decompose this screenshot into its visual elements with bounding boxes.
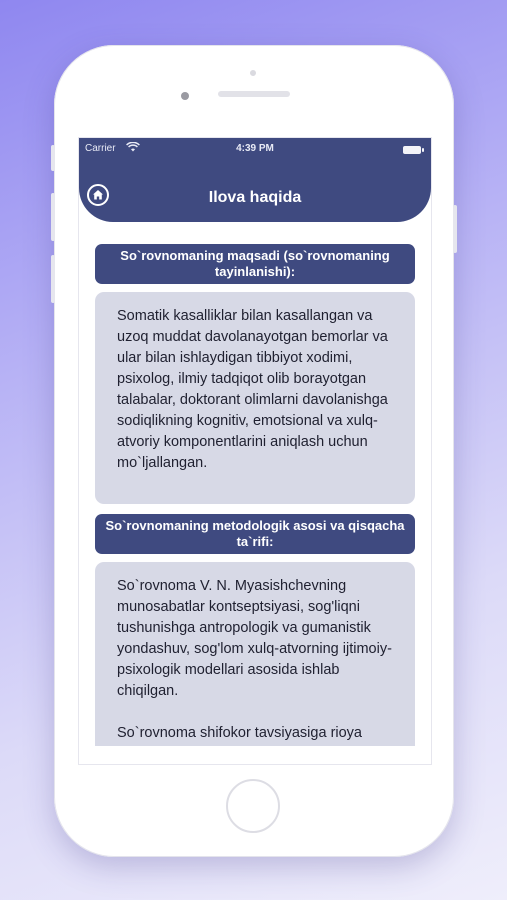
navigation-bar [79,138,431,222]
carrier-label: Carrier [85,143,116,154]
section-text-methodology: So`rovnoma V. N. Myasishchevning munosabatlar kontseptsiyasi, sog'liqni tushunishga antropologik va gumanistik yondashuv, sog'lom xulq-atvorning ijtimoiy-psixologik modellari asosida ishlab chiqilgan. [117,578,392,699]
section-header-purpose: So`rovnomaning maqsadi (so`rovnomaning tayinlanishi): [95,244,415,284]
section-text-methodology-continued: So`rovnoma shifokor tavsiyasiga rioya [117,725,362,741]
proximity-sensor [250,70,256,76]
front-camera [181,92,189,100]
battery-icon [403,146,421,154]
power-button [453,205,457,253]
earpiece-speaker [218,91,290,97]
mute-switch [51,145,55,171]
phone-frame [54,45,454,857]
volume-up-button [51,193,55,241]
home-icon[interactable] [87,184,109,206]
section-card-purpose [95,292,415,504]
section-text-purpose: Somatik kasalliklar bilan kasallangan va uzoq muddat davolanayotgan bemorlar va ular bilan ishlaydigan tibbiyot xodimi, psixolog, ilmiy tadqiqot olib borayotgan talabalar, doktorant olimlarni davolanishga sodiqlikning kognitiv, emotsional va xulq-atvoriy komponentlarini aniqlash uchun mo`ljallangan. [117,308,388,471]
bottom-margin [79,746,431,764]
section-header-methodology: So`rovnomaning metodologik asosi va qisqacha ta`rifi: [95,514,415,554]
home-button[interactable] [226,779,280,833]
clock: 4:39 PM [236,143,274,154]
app-screen [78,137,432,765]
page-title: Ilova haqida [208,189,302,206]
wifi-icon [126,142,140,156]
scroll-content[interactable] [79,138,431,746]
section-card-methodology [95,562,415,746]
volume-down-button [51,255,55,303]
